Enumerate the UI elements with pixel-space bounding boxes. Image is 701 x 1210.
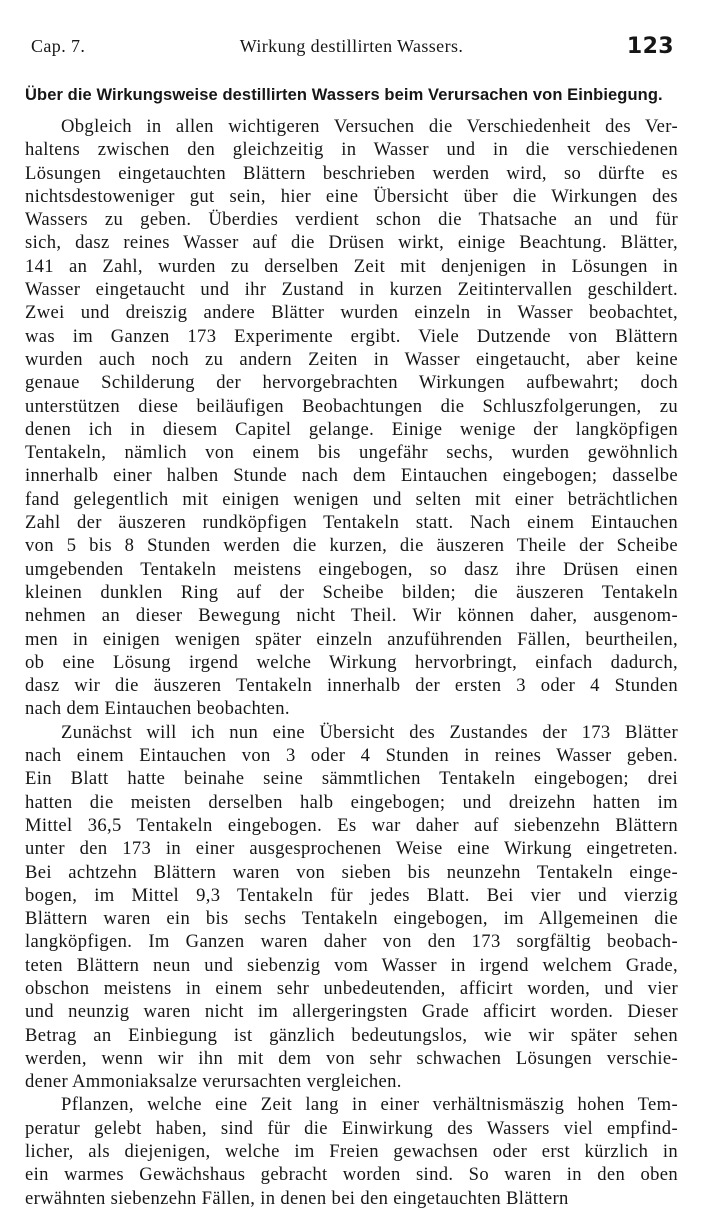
running-title: Wirkung destillirten Wassers. (239, 36, 464, 56)
text-line: denen ich in diesem Capitel gelange. Einige wenige der langköpfigen (25, 418, 678, 440)
text-line: Betrag an Einbiegung ist gänzlich bedeutungslos, wie wir später sehen (25, 1024, 678, 1046)
text-line: ob eine Lösung irgend welche Wirkung hervorbringt, einfach dadurch, (25, 651, 678, 673)
text-line: licher, als diejenigen, welche im Freien gewachsen oder erst kürzlich in (25, 1141, 678, 1163)
text-line: Wassers zu geben. Überdies verdient schon die Thatsache an und für (25, 209, 678, 231)
book-page (25, 30, 678, 1209)
text-line: unterstützen diese beiläufigen Beobachtungen die Schluszfolgerungen, zu (25, 395, 678, 417)
text-line: Ein Blatt hatte beinahe seine sämmtlichen Tentakeln eingebogen; drei (25, 768, 678, 790)
section-heading: Über die Wirkungsweise destillirten Wassers beim Verursachen von Einbiegung. (25, 86, 663, 104)
text-line: haltens zwischen den gleichzeitig in Wasser und in die verschiedenen (25, 139, 678, 161)
running-head (25, 30, 678, 64)
text-line: Wasser eingetaucht und ihr Zustand in kurzen Zeitintervallen geschildert. (25, 279, 678, 301)
body-text (25, 115, 678, 1210)
text-line: nach einem Eintauchen von 3 oder 4 Stunden in reines Wasser geben. (25, 745, 678, 767)
text-line: wurden auch noch zu andern Zeiten in Wasser eingetaucht, aber keine (25, 348, 678, 370)
text-line: dener Ammoniaksalze verursachten vergleichen. (25, 1071, 402, 1093)
text-line: und neunzig waren nicht im allergeringsten Grade afficirt worden. Dieser (25, 1001, 678, 1023)
text-line: dasz wir die äuszeren Tentakeln innerhalb der ersten 3 oder 4 Stunden (25, 675, 678, 697)
text-line: Zahl der äuszeren rundköpfigen Tentakeln statt. Nach einem Eintauchen (25, 512, 678, 534)
text-line: teten Blättern neun und siebenzig vom Wasser in irgend welchem Grade, (25, 954, 678, 976)
text-line: innerhalb einer halben Stunde nach dem Eintauchen eingebogen; dasselbe (25, 465, 678, 487)
text-line: obschon meistens in einem sehr unbedeutenden, afficirt worden, und vier (25, 977, 678, 999)
text-line: Zunächst will ich nun eine Übersicht des Zustandes der 173 Blätter (61, 721, 678, 743)
text-line: Zwei und dreiszig andere Blätter wurden einzeln in Wasser beobachtet, (25, 302, 678, 324)
text-line: umgebenden Tentakeln meistens eingebogen, so dasz ihre Drüsen einen (25, 558, 678, 580)
text-line: men in einigen wenigen später einzeln anzuführenden Fällen, beurtheilen, (25, 628, 678, 650)
paragraph-1 (25, 115, 678, 721)
text-line: Lösungen eingetauchten Blättern beschrieben werden wird, so dürfte es (25, 162, 678, 184)
text-line: was im Ganzen 173 Experimente ergibt. Viele Dutzende von Blättern (25, 325, 678, 347)
text-line: kleinen dunklen Ring auf der Scheibe bilden; die äuszeren Tentakeln (25, 581, 678, 603)
text-line: sich, dasz reines Wasser auf die Drüsen wirkt, einige Beachtung. Blätter, (25, 232, 678, 254)
text-line: Pflanzen, welche eine Zeit lang in einer verhältnismäszig hohen Tem- (61, 1094, 678, 1116)
text-line: nichtsdestoweniger gut sein, hier eine Übersicht über die Wirkungen des (25, 185, 678, 207)
text-line: werden, wenn wir ihn mit dem von sehr schwachen Lösungen verschie- (25, 1047, 678, 1069)
page-number: 123 (626, 34, 674, 59)
text-line: 141 an Zahl, wurden zu derselben Zeit mit denjenigen in Lösungen in (25, 255, 678, 277)
text-line: unter den 173 in einer ausgesprochenen Weise eine Wirkung eingetreten. (25, 838, 678, 860)
text-line: fand gelegentlich mit einigen wenigen und selten mit einer beträchtlichen (25, 488, 678, 510)
text-line: peratur gelebt haben, sind für die Einwirkung des Wassers viel empfind- (25, 1117, 678, 1139)
paragraph-3 (25, 1093, 678, 1209)
chapter-label: Cap. 7. (31, 36, 86, 56)
text-line: nach dem Eintauchen beobachten. (25, 698, 290, 720)
paragraph-2 (25, 721, 678, 1094)
text-line: genaue Schilderung der hervorgebrachten Wirkungen aufbewahrt; doch (25, 372, 678, 394)
text-line: Obgleich in allen wichtigeren Versuchen die Verschiedenheit des Ver- (61, 116, 678, 137)
text-line: Bei achtzehn Blättern waren von sieben bis neunzehn Tentakeln einge- (25, 861, 678, 883)
text-line: nehmen an dieser Bewegung nicht Theil. Wir können daher, ausgenom- (25, 605, 678, 627)
text-line: bogen, im Mittel 9,3 Tentakeln für jedes Blatt. Bei vier und vierzig (25, 884, 678, 906)
text-line: Tentakeln, nämlich von einem bis ungefähr sechs, wurden gewöhnlich (25, 442, 678, 464)
text-line: ein warmes Gewächshaus gebracht worden sind. So waren in den oben (25, 1164, 678, 1186)
text-line: von 5 bis 8 Stunden werden die kurzen, die äuszeren Theile der Scheibe (25, 535, 678, 557)
text-line: langköpfigen. Im Ganzen waren daher von den 173 sorgfältig beobach- (25, 931, 678, 953)
text-line: erwähnten siebenzehn Fällen, in denen bei den eingetauchten Blättern (25, 1187, 569, 1209)
text-line: hatten die meisten derselben halb eingebogen; und dreizehn hatten im (25, 791, 678, 813)
text-line: Mittel 36,5 Tentakeln eingebogen. Es war daher auf siebenzehn Blättern (25, 814, 678, 836)
text-line: Blättern waren ein bis sechs Tentakeln eingebogen, im Allgemeinen die (25, 908, 678, 930)
